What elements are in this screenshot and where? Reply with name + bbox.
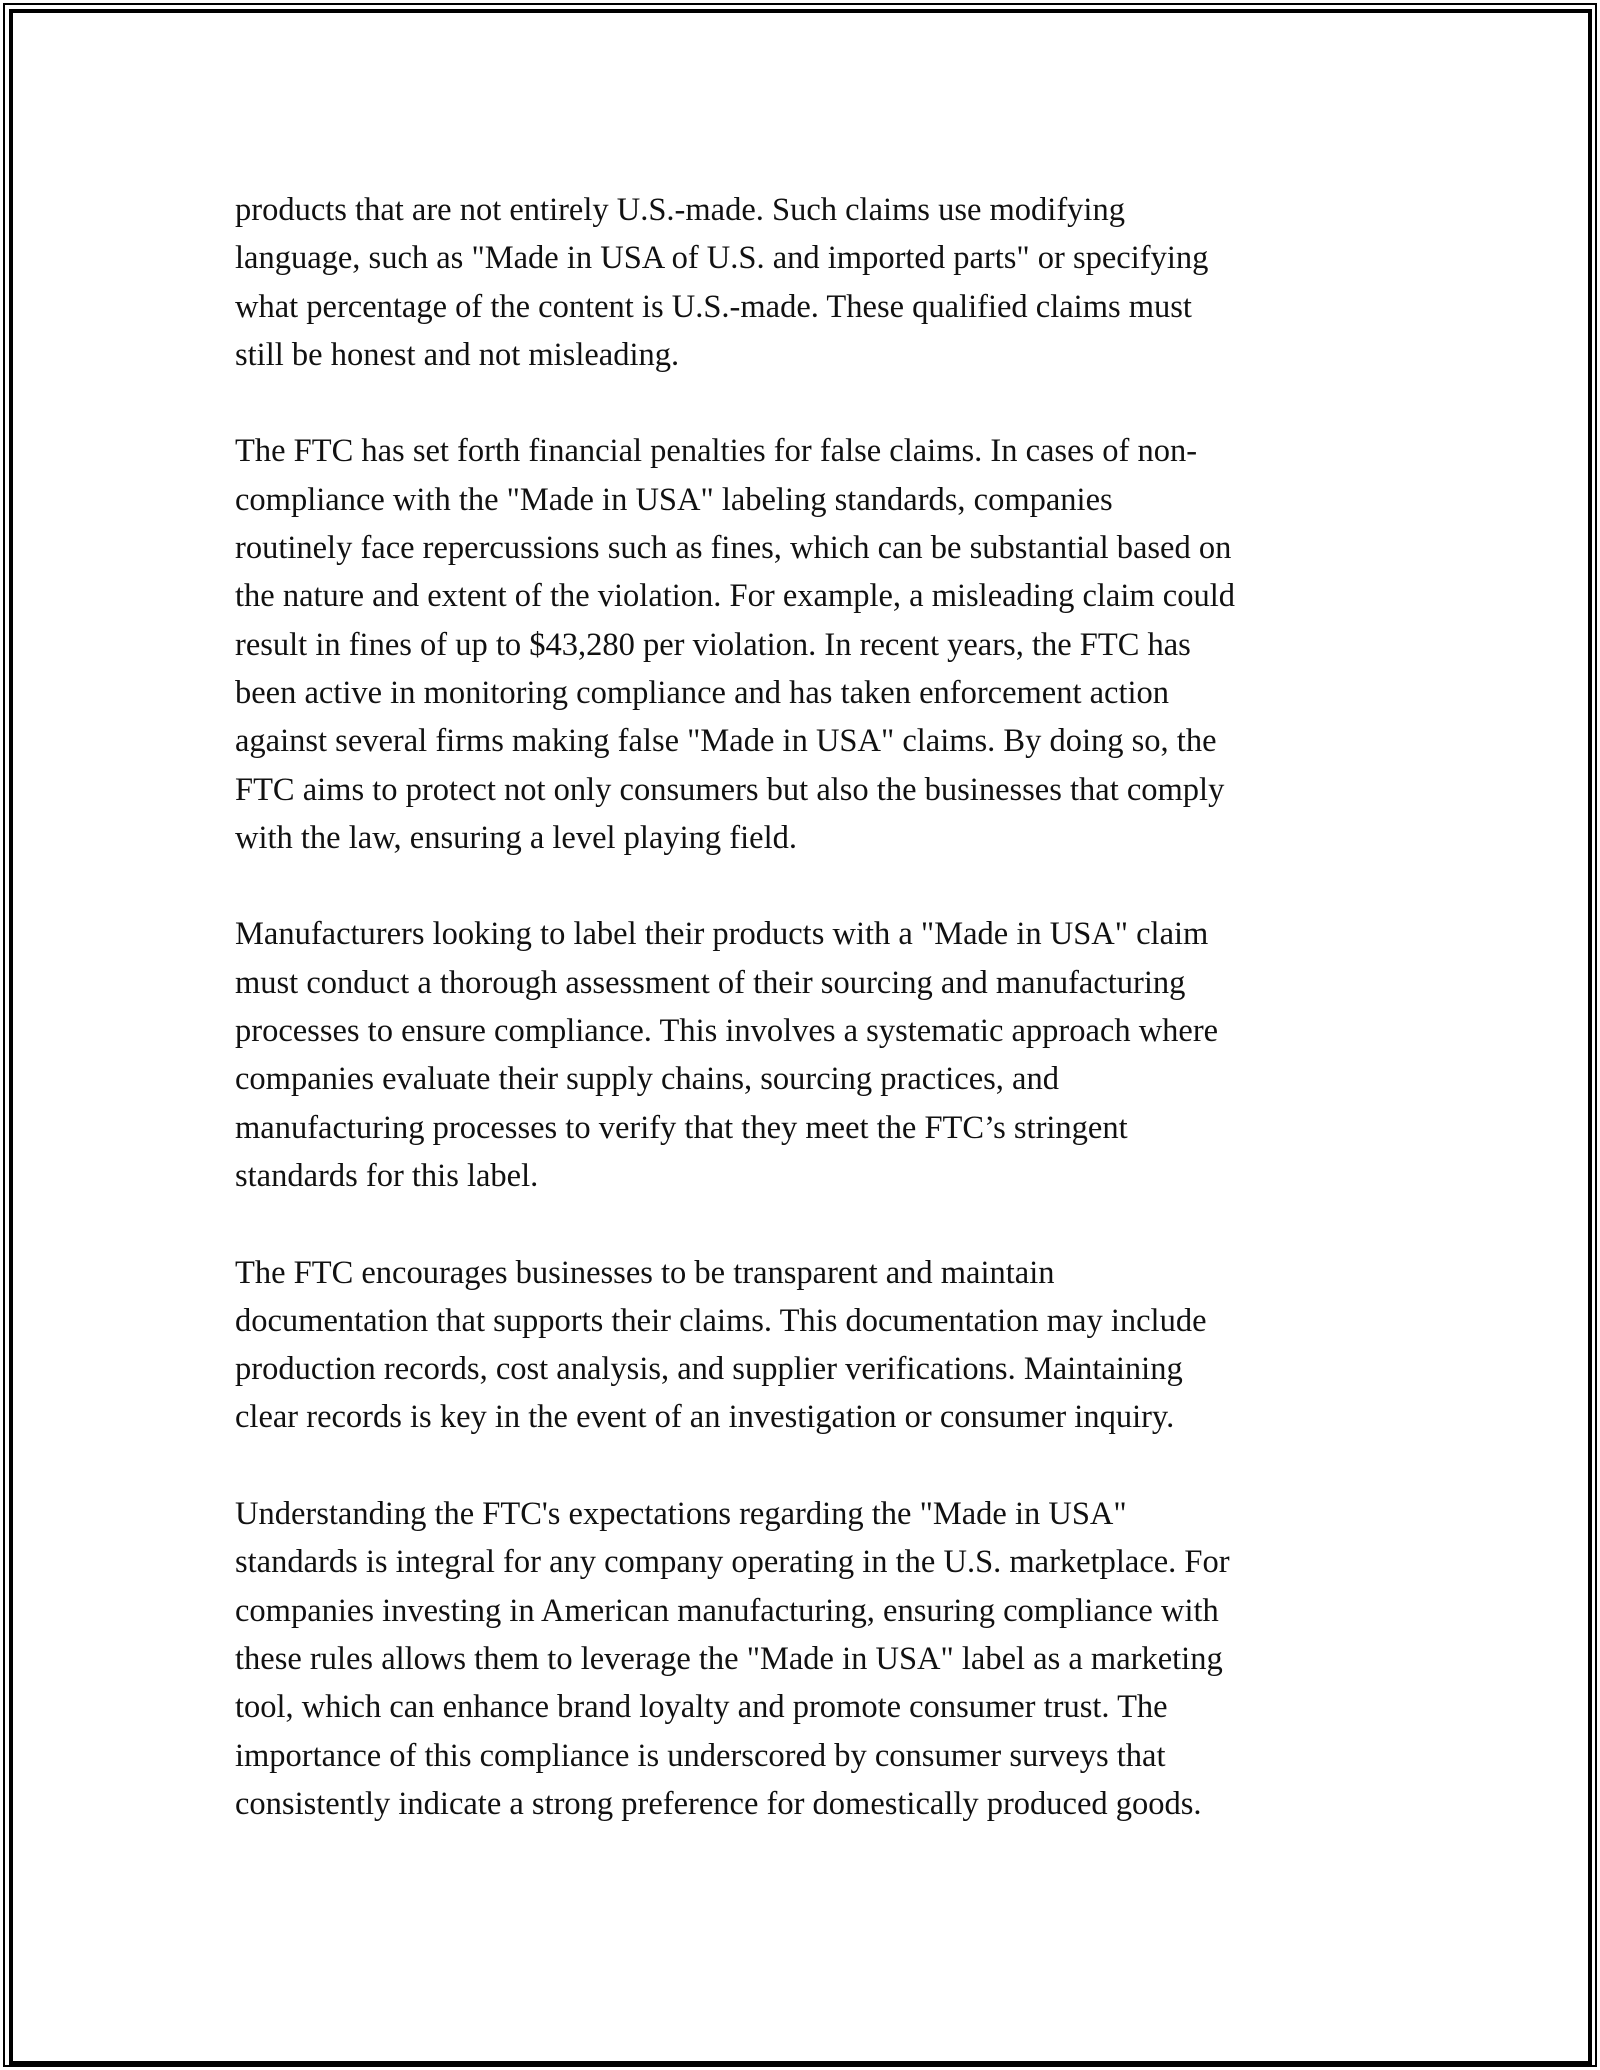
text-line: consistently indicate a strong preference for domestically produced goods. bbox=[235, 1785, 1202, 1822]
text-line: what percentage of the content is U.S.-made. These qualified claims must bbox=[235, 288, 1192, 325]
text-line: Manufacturers looking to label their products with a "Made in USA" claim bbox=[235, 916, 1209, 953]
text-line: documentation that supports their claims. This documentation may include bbox=[235, 1302, 1207, 1339]
text-line: still be honest and not misleading. bbox=[235, 336, 680, 373]
document-body bbox=[235, 186, 1375, 1876]
text-line: companies investing in American manufacturing, ensuring compliance with bbox=[235, 1592, 1219, 1629]
text-line: language, such as "Made in USA of U.S. and imported parts" or specifying bbox=[235, 240, 1209, 277]
text-line: against several firms making false "Made in USA" claims. By doing so, the bbox=[235, 723, 1217, 760]
text-line: must conduct a thorough assessment of their sourcing and manufacturing bbox=[235, 964, 1186, 1001]
text-line: importance of this compliance is underscored by consumer surveys that bbox=[235, 1737, 1166, 1774]
text-line: The FTC has set forth financial penalties for false claims. In cases of non- bbox=[235, 433, 1198, 470]
text-line: processes to ensure compliance. This involves a systematic approach where bbox=[235, 1013, 1219, 1050]
text-line: with the law, ensuring a level playing field. bbox=[235, 819, 797, 856]
text-line: standards is integral for any company operating in the U.S. marketplace. For bbox=[235, 1544, 1230, 1581]
paragraph-manufacturer-assessment bbox=[235, 910, 1375, 1200]
paragraph-financial-penalties bbox=[235, 427, 1375, 862]
text-line: The FTC encourages businesses to be transparent and maintain bbox=[235, 1254, 1055, 1291]
text-line: companies evaluate their supply chains, sourcing practices, and bbox=[235, 1061, 1059, 1098]
text-line: tool, which can enhance brand loyalty and promote consumer trust. The bbox=[235, 1689, 1168, 1726]
text-line: production records, cost analysis, and supplier verifications. Maintaining bbox=[235, 1351, 1183, 1388]
text-line: clear records is key in the event of an investigation or consumer inquiry. bbox=[235, 1399, 1175, 1436]
text-line: FTC aims to protect not only consumers but also the businesses that comply bbox=[235, 771, 1225, 808]
text-line: routinely face repercussions such as fines, which can be substantial based on bbox=[235, 530, 1232, 567]
paragraph-expectations bbox=[235, 1490, 1375, 1828]
text-line: compliance with the "Made in USA" labeling standards, companies bbox=[235, 481, 1113, 518]
text-line: these rules allows them to leverage the "Made in USA" label as a marketing bbox=[235, 1640, 1223, 1677]
text-line: standards for this label. bbox=[235, 1157, 539, 1194]
text-line: products that are not entirely U.S.-made. Such claims use modifying bbox=[235, 192, 1125, 228]
paragraph-qualified-claims bbox=[235, 186, 1375, 379]
paragraph-documentation bbox=[235, 1249, 1375, 1442]
text-line: result in fines of up to $43,280 per violation. In recent years, the FTC has bbox=[235, 626, 1191, 663]
text-line: been active in monitoring compliance and has taken enforcement action bbox=[235, 674, 1170, 711]
text-line: Understanding the FTC's expectations regarding the "Made in USA" bbox=[235, 1496, 1127, 1533]
text-line: the nature and extent of the violation. For example, a misleading claim could bbox=[235, 578, 1235, 615]
text-line: manufacturing processes to verify that they meet the FTC’s stringent bbox=[235, 1109, 1128, 1146]
